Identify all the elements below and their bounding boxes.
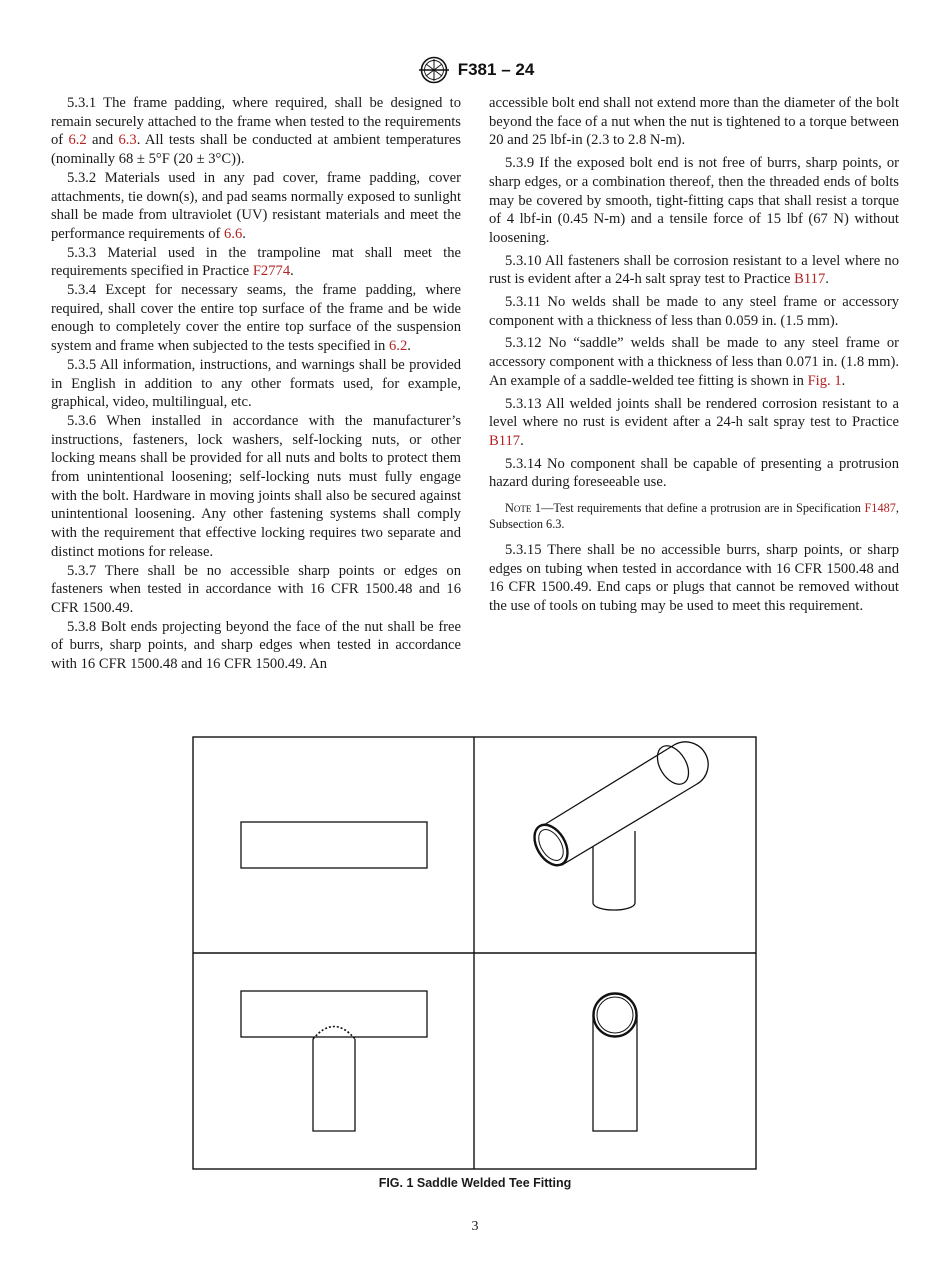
section-paragraph: 5.3.13 All welded joints shall be rendered corrosion resistant to a level where no rust is evident after a 24-h salt spray test to Practice B117. — [489, 395, 899, 449]
left-column — [51, 94, 461, 674]
cross-reference-link[interactable]: 6.6 — [224, 225, 243, 242]
section-paragraph: 5.3.10 All fasteners shall be corrosion resistant to a level where no rust is evident after a 24-h salt spray test to Practice B117. — [489, 252, 899, 288]
section-paragraph: 5.3.12 No “saddle” welds shall be made to any steel frame or accessory component with a thickness of less than 0.071 in. (1.8 mm). An example of a saddle-welded tee fitting is shown in Fig. 1. — [489, 335, 899, 389]
note-label: Note 1 — [505, 501, 542, 516]
cross-reference-link[interactable]: F2774 — [252, 263, 291, 280]
section-paragraph: 5.3.6 When installed in accordance with the manufacturer’s instructions, fasteners, lock washers, self-locking nuts, or other locking means shall be provided for all nuts and bolts to protect them from unintentional loosening; self-locking nuts must fully engage with the bolt. Hardware in moving joints shall also be secured against unintentional loosening. Any other fastening systems shall comply with the requirement that effective locking requires two separate and distinct motions for release. — [51, 412, 461, 560]
figure-caption: FIG. 1 Saddle Welded Tee Fitting — [378, 1176, 572, 1190]
section-paragraph: 5.3.3 Material used in the trampoline mat shall meet the requirements specified in Practice F2774. — [51, 244, 461, 280]
cross-reference-link[interactable]: B117 — [794, 271, 826, 288]
continued-paragraph: accessible bolt end shall not extend more than the diameter of the bolt beyond the face of a nut when the nut is tightened to a torque between 20 and 25 lbf-in (2.3 to 2.8 N-m). — [489, 95, 899, 149]
cross-reference-link[interactable]: Fig. 1 — [807, 372, 842, 389]
note-1: Note 1—Test requirements that define a protrusion are in Specification F1487, Subsection 6.3. — [489, 501, 899, 532]
tee-end-view — [593, 994, 637, 1132]
section-paragraph: 5.3.11 No welds shall be made to any steel frame or accessory component with a thickness of less than 0.059 in. (1.5 mm). — [489, 294, 899, 329]
astm-logo-icon — [416, 56, 452, 84]
section-paragraph: 5.3.8 Bolt ends projecting beyond the face of the nut shall be free of burrs, sharp points, and sharp edges when tested in accordance with 16 CFR 1500.48 and 16 CFR 1500.49. An — [51, 618, 461, 673]
section-paragraph: 5.3.4 Except for necessary seams, the frame padding, where required, shall cover the entire top surface of the frame and be wide enough to completely cover the entire top surface of the suspension system and frame when subjected to the tests specified in 6.2. — [51, 282, 461, 355]
right-column — [489, 94, 899, 620]
cross-reference-link[interactable]: 6.3 — [118, 132, 137, 149]
tee-top-view-bar — [241, 822, 427, 868]
cross-reference-link[interactable]: B117 — [489, 432, 521, 449]
document-designation: F381 – 24 — [457, 60, 535, 79]
figure-saddle-welded-tee — [192, 736, 757, 1170]
right-paragraphs-a — [489, 154, 899, 492]
section-paragraph: 5.3.14 No component shall be capable of presenting a protrusion hazard during foreseeable use. — [489, 455, 899, 491]
cross-reference-link[interactable]: F1487 — [864, 501, 896, 516]
section-paragraph: 5.3.9 If the exposed bolt end is not free of burrs, sharp points, or sharp edges, or a combination thereof, then the threaded ends of bolts may be covered by smooth, tight-fitting caps that shall resist a torque of 4 lbf-in (0.45 N-m) and a tensile force of 15 lbf (67 N) without loosening. — [489, 155, 899, 246]
section-paragraph: 5.3.5 All information, instructions, and warnings shall be provided in English in addition to any other formats used, for example, graphical, video, multilingual, etc. — [51, 356, 461, 411]
page-header — [0, 56, 950, 84]
cross-reference-link[interactable]: 6.2 — [68, 132, 87, 149]
page-number: 3 — [471, 1219, 479, 1234]
tee-isometric-view — [528, 740, 708, 910]
section-paragraph: 5.3.1 The frame padding, where required, shall be designed to remain securely attached to the frame when tested to the requirements of 6.2 and 6.3. All tests shall be conducted at ambient temperatures (nominally 68 ± 5°F (20 ± 3°C)). — [51, 95, 461, 168]
section-paragraph: 5.3.2 Materials used in any pad cover, frame padding, cover attachments, tie down(s), and pad seams normally exposed to sunlight shall be made from ultraviolet (UV) resistant materials and meet the performance requirements of 6.6. — [51, 169, 461, 242]
right-paragraphs-b — [489, 541, 899, 616]
section-paragraph: 5.3.15 There shall be no accessible burrs, sharp points, or sharp edges on tubing when tested in accordance with 16 CFR 1500.48 and 16 CFR 1500.49. End caps or plugs that cannot be removed without the use of tools on tubing may be used to meet this requirement. — [489, 542, 899, 615]
section-paragraph: 5.3.7 There shall be no accessible sharp points or edges on fasteners when tested in accordance with 16 CFR 1500.48 and 16 CFR 1500.49. — [51, 562, 461, 616]
tee-side-view — [241, 991, 427, 1131]
cross-reference-link[interactable]: 6.2 — [389, 338, 408, 355]
